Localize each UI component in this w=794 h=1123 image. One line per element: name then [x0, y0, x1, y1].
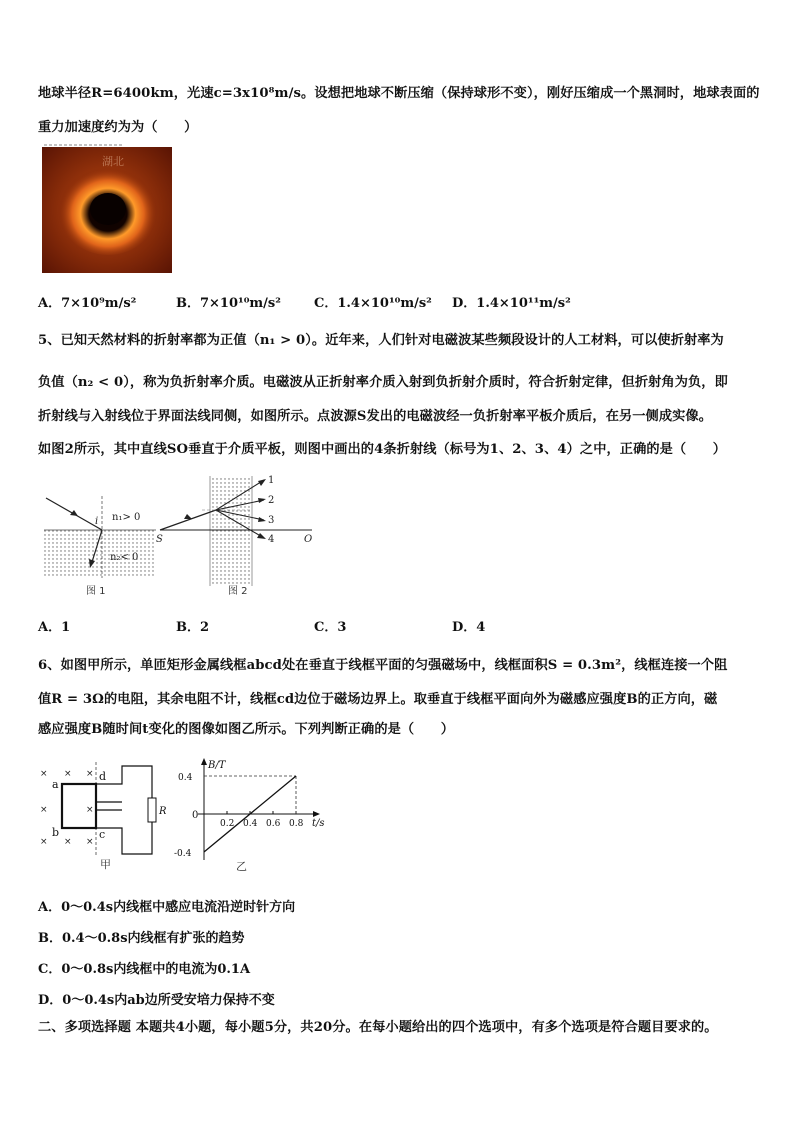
svg-text:×: × — [40, 837, 48, 847]
figure-yi-chart — [168, 756, 328, 874]
q5-option-d: D．4 — [452, 620, 486, 635]
svg-text:×: × — [40, 769, 48, 779]
y-tick-label-0: 0.4 — [178, 773, 193, 783]
x-tick-label-1: 0.4 — [243, 819, 258, 829]
q4-option-d: D．1.4×10¹¹m/s² — [452, 296, 571, 311]
q6-option-a: A．0～0.4s内线框中感应电流沿逆时针方向 — [38, 900, 296, 915]
resistor-R — [148, 798, 156, 822]
q5-line-4: 如图2所示，其中直线SO垂直于介质平板，则图中画出的4条折射线（标号为1、2、3、4）之中，正确的是（ ） — [38, 442, 727, 457]
q5-option-a: A．1 — [38, 620, 71, 635]
q6-option-c: C．0～0.8s内线框中的电流为0.1A — [38, 962, 251, 977]
incident-ray-S — [160, 510, 216, 530]
x-axis-arrow — [313, 811, 320, 817]
svg-text:×: × — [64, 769, 72, 779]
q6-line-3: 感应强度B随时间t变化的图像如图乙所示。下列判断正确的是（ ） — [38, 722, 455, 737]
ray-label-3: 3 — [268, 515, 275, 526]
figure-2 — [152, 470, 328, 600]
svg-text:×: × — [86, 837, 94, 847]
q4-line-1: 地球半径R=6400km，光速c=3x10⁸m/s。设想把地球不断压缩（保持球形不变），刚好压缩成一个黑洞时，地球表面的 — [38, 86, 760, 101]
magnetic-field-marks — [40, 769, 94, 847]
figure-jia-caption: 甲 — [100, 858, 111, 871]
ray-label-1: 1 — [268, 475, 275, 486]
figure-1 — [40, 482, 160, 600]
q6-option-b: B．0.4～0.8s内线框有扩张的趋势 — [38, 931, 245, 946]
origin-label: 0 — [192, 810, 199, 821]
label-S: S — [156, 534, 163, 545]
label-R: R — [159, 806, 166, 817]
svg-text:×: × — [86, 769, 94, 779]
y-axis-arrow — [201, 758, 207, 765]
q5-line-2: 负值（n₂ < 0），称为负折射率介质。电磁波从正折射率介质入射到负折射介质时，符合折射定律，但折射角为负，即 — [38, 375, 728, 390]
q4-option-b: B．7×10¹⁰m/s² — [176, 296, 281, 311]
y-tick-label-1: -0.4 — [174, 849, 192, 859]
figure-yi-caption: 乙 — [236, 860, 247, 873]
q6-option-d: D．0～0.4s内ab边所受安培力保持不变 — [38, 993, 275, 1008]
q5-line-3: 折射线与入射线位于界面法线同侧，如图所示。点波源S发出的电磁波经一负折射率平板介质后，在另一侧成实像。 — [38, 409, 712, 424]
x-axis-label: t/s — [312, 818, 325, 829]
label-b: b — [52, 826, 60, 839]
ray-label-4: 4 — [268, 534, 275, 545]
x-tick-label-0: 0.2 — [220, 819, 235, 829]
label-d: d — [99, 770, 107, 783]
svg-text:n₂< 0: n₂< 0 — [110, 552, 139, 563]
svg-text:n₁> 0: n₁> 0 — [112, 512, 141, 523]
q4-option-c: C．1.4×10¹⁰m/s² — [314, 296, 432, 311]
label-O: O — [304, 534, 313, 545]
x-tick-label-3: 0.8 — [289, 819, 304, 829]
label-c: c — [99, 828, 106, 841]
q5-line-1: 5、已知天然材料的折射率都为正值（n₁ > 0）。近年来，人们针对电磁波某些频段设计的人工材料，可以使折射率为 — [38, 333, 724, 348]
q6-line-2: 值R = 3Ω的电阻，其余电阻不计，线框cd边位于磁场边界上。取垂直于线框平面向外为磁感应强度B的正方向，磁 — [38, 692, 718, 707]
figure-jia — [36, 760, 166, 872]
ray-label-2: 2 — [268, 495, 275, 506]
section-2-heading: 二、多项选择题 本题共4小题，每小题5分，共20分。在每小题给出的四个选项中，有多个选项是符合题目要求的。 — [38, 1020, 718, 1035]
figure-1-caption: 图 1 — [86, 586, 106, 597]
q6-line-1: 6、如图甲所示，单匝矩形金属线框abcd处在垂直于线框平面的匀强磁场中，线框面积S = 0.3m²，线框连接一个阻 — [38, 658, 728, 673]
q5-option-c: C．3 — [314, 620, 347, 635]
figure-2-caption: 图 2 — [228, 586, 248, 597]
x-tick-label-2: 0.6 — [266, 819, 281, 829]
svg-text:i: i — [95, 516, 99, 527]
q5-option-b: B．2 — [176, 620, 210, 635]
label-a: a — [52, 778, 59, 791]
black-hole-image — [42, 143, 172, 273]
y-axis-label: B/T — [208, 760, 226, 771]
svg-text:×: × — [86, 805, 94, 815]
watermark-text: 湖北 — [102, 155, 124, 168]
q4-line-2: 重力加速度约为为（ ） — [38, 120, 198, 135]
svg-text:×: × — [40, 805, 48, 815]
svg-text:×: × — [64, 837, 72, 847]
q4-option-a: A．7×10⁹m/s² — [38, 296, 137, 311]
